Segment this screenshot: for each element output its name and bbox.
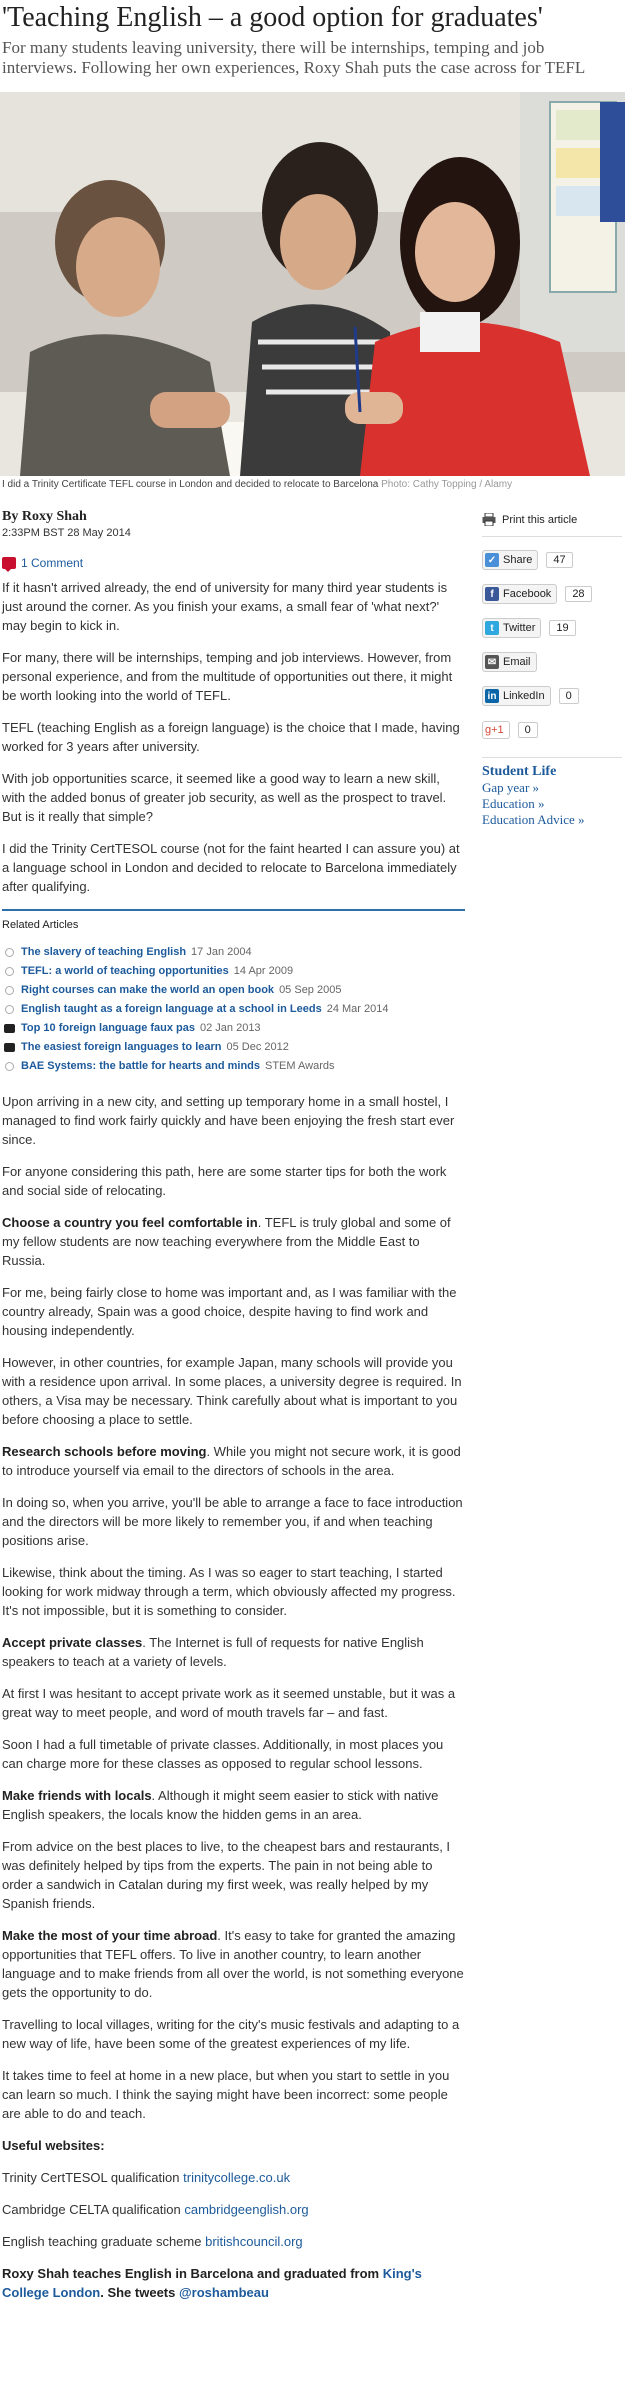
tip-text: . It's easy to take for granted the amazing opportunities that TEFL offers. To live in another country, to learn another language and to make friends from all over the world, is not something everyone gets the opportunity to do. <box>2 1928 464 2000</box>
video-icon <box>4 1024 15 1033</box>
related-date: STEM Awards <box>265 1060 335 1072</box>
comments-link[interactable] <box>2 556 83 570</box>
related-date: 05 Dec 2012 <box>226 1041 289 1053</box>
related-item[interactable] <box>2 943 465 962</box>
facebook-button[interactable] <box>482 584 557 604</box>
share-row <box>482 549 622 571</box>
related-articles <box>2 909 465 1076</box>
paragraph: It takes time to feel at home in a new place, but when you start to settle in you can learn so much. I think the saying might have been incorrect: some people are able to do and teach. <box>2 2068 450 2121</box>
tip-text: . While you might not secure work, it is good to introduce yourself via email to the directors of schools in the area. <box>2 1444 461 1478</box>
tip-heading: Research schools before moving <box>2 1444 207 1459</box>
twitter-icon: t <box>485 621 499 635</box>
linkedin-button[interactable] <box>482 686 551 706</box>
related-date: 24 Mar 2014 <box>326 1003 389 1015</box>
paragraph: For many, there will be internships, temping and job interviews. However, from personal experience, and from the multitude of opportunities out there, it might be worth looking into the world of TEFL. <box>2 650 453 703</box>
section-title[interactable]: Student Life <box>482 764 557 779</box>
paragraph: For anyone considering this path, here are some starter tips for both the work and social side of relocating. <box>2 1164 447 1198</box>
paragraph: For me, being fairly close to home was important and, as I was familiar with the country already, Spain was a good choice, despite having to find work and housing independently. <box>2 1285 457 1338</box>
paragraph: However, in other countries, for example Japan, many schools will provide you with a residence upon arrival. In some places, a university degree is required. In others, a Visa may be necessary. Think carefully about what is important to you before choosing a place to settle. <box>2 1355 462 1427</box>
paragraph: I did the Trinity CertTESOL course (not for the faint hearted I can assure you) at a language school in London and decided to relocate to Barcelona immediately after qualifying. <box>2 841 460 894</box>
website-label: Trinity CertTESOL qualification <box>2 2170 180 2185</box>
section-link[interactable]: Education » <box>482 796 545 811</box>
video-icon <box>4 1043 15 1052</box>
related-date: 14 Apr 2009 <box>233 965 294 977</box>
gplus-count: 0 <box>518 722 538 738</box>
print-label[interactable]: Print this article <box>502 513 578 526</box>
college-link[interactable]: King's College London <box>2 2266 422 2300</box>
print-article[interactable] <box>482 510 622 537</box>
related-item[interactable] <box>2 1000 465 1019</box>
article-bullet-icon <box>5 1005 14 1014</box>
photo-caption <box>2 479 622 490</box>
email-button[interactable] <box>482 652 537 672</box>
facebook-count: 28 <box>565 586 591 602</box>
facebook-icon: f <box>485 587 499 601</box>
related-item[interactable] <box>2 1019 465 1038</box>
headline: 'Teaching English – a good option for graduates' <box>2 2 543 33</box>
section-link[interactable]: Gap year » <box>482 780 540 795</box>
comments-count[interactable]: 1 Comment <box>21 556 84 570</box>
website-link[interactable]: britishcouncil.org <box>205 2234 303 2249</box>
linkedin-icon: in <box>485 689 499 703</box>
related-articles-title: Related Articles <box>2 919 79 931</box>
article-bullet-icon <box>5 986 14 995</box>
facebook-label: Facebook <box>503 588 552 600</box>
gplus-button[interactable] <box>482 721 510 739</box>
bio-text: . She tweets <box>100 2285 179 2300</box>
bio-text: Roxy Shah teaches English in Barcelona and graduated from <box>2 2266 383 2281</box>
linkedin-row <box>482 685 622 707</box>
gplus-row <box>482 719 622 741</box>
paragraph: Upon arriving in a new city, and setting up temporary home in a small hostel, I managed to find work fairly quickly and have been enjoying the fresh start ever since. <box>2 1094 455 1147</box>
standfirst: For many students leaving university, there will be internships, temping and job interviews. Following her own experiences, Roxy Shah puts the case across for TEFL <box>2 38 586 77</box>
related-item[interactable] <box>2 962 465 981</box>
tip-text: . The Internet is full of requests for native English speakers to teach at a variety of levels. <box>2 1635 424 1669</box>
section-links <box>482 764 622 828</box>
twitter-count: 19 <box>549 620 575 636</box>
related-link[interactable]: Top 10 foreign language faux pas <box>21 1022 195 1034</box>
website-label: English teaching graduate scheme <box>2 2234 202 2249</box>
article-body <box>2 578 465 2315</box>
paragraph <box>2 1633 465 1671</box>
paragraph: Travelling to local villages, writing for the city's music festivals and adapting to a new way of life, have been some of the greatest experiences of my life. <box>2 2017 460 2051</box>
twitter-label: Twitter <box>503 622 536 634</box>
photo-credit: Photo: Cathy Topping / Alamy <box>381 479 513 490</box>
lead-photo <box>0 92 625 476</box>
share-button[interactable] <box>482 550 538 570</box>
paragraph <box>2 2232 465 2251</box>
website-link[interactable]: trinitycollege.co.uk <box>183 2170 291 2185</box>
useful-websites-heading: Useful websites: <box>2 2138 105 2153</box>
twitter-button[interactable] <box>482 618 541 638</box>
related-link[interactable]: The easiest foreign languages to learn <box>21 1041 222 1053</box>
related-item[interactable] <box>2 1038 465 1057</box>
paragraph: Soon I had a full timetable of private classes. Additionally, in most places you can charge more for these classes as opposed to regular school lessons. <box>2 1737 444 1771</box>
tip-text: . TEFL is truly global and some of my fellow students are now teaching everywhere from the Middle East to Russia. <box>2 1215 451 1268</box>
paragraph <box>2 1786 465 1824</box>
paragraph: From advice on the best places to live, to the cheapest bars and restaurants, I was definitely helped by tips from the experts. The pain in not being able to order a sandwich in Catalan during my first week, was really helped by my Spanish friends. <box>2 1839 451 1911</box>
sidebar <box>482 510 622 828</box>
related-link[interactable]: TEFL: a world of teaching opportunities <box>21 965 229 977</box>
caption-text: I did a Trinity Certificate TEFL course in London and decided to relocate to Barcelona <box>2 479 379 490</box>
share-icon: ✓ <box>485 553 499 567</box>
tip-heading: Choose a country you feel comfortable in <box>2 1215 258 1230</box>
related-item[interactable] <box>2 1057 465 1076</box>
tip-text: . Although it might seem easier to stick with native English speakers, the locals know the hidden gems in an area. <box>2 1788 439 1822</box>
email-label: Email <box>503 656 531 668</box>
facebook-row <box>482 583 622 605</box>
related-date: 05 Sep 2005 <box>279 984 342 996</box>
linkedin-count: 0 <box>559 688 579 704</box>
paragraph: TEFL (teaching English as a foreign language) is the choice that I made, having worked for 3 years after university. <box>2 720 460 754</box>
author-bio <box>2 2264 465 2302</box>
paragraph: With job opportunities scarce, it seemed like a good way to learn a new skill, with the added bonus of greater job security, as well as the prospect to travel. But is it really that simple? <box>2 771 447 824</box>
article-bullet-icon <box>5 1062 14 1071</box>
twitter-row <box>482 617 622 639</box>
classroom-photo <box>0 92 625 476</box>
envelope-icon: ✉ <box>485 655 499 669</box>
printer-icon <box>482 513 496 526</box>
paragraph <box>2 1442 465 1480</box>
paragraph <box>2 2168 465 2187</box>
paragraph: If it hasn't arrived already, the end of university for many third year students is just around the corner. As you finish your exams, a small fear of 'what next?' may begin to kick in. <box>2 580 448 633</box>
website-link[interactable]: cambridgeenglish.org <box>184 2202 309 2217</box>
paragraph: In doing so, when you arrive, you'll be able to arrange a face to face introduction and the directors will be more likely to remember you, if and when teaching positions arise. <box>2 1495 463 1548</box>
tip-heading: Make friends with locals <box>2 1788 152 1803</box>
share-label: Share <box>503 554 533 566</box>
share-count: 47 <box>546 552 572 568</box>
article-bullet-icon <box>5 967 14 976</box>
paragraph <box>2 2136 465 2155</box>
related-link[interactable]: Right courses can make the world an open book <box>21 984 275 996</box>
sidebar-divider <box>482 757 622 758</box>
related-link[interactable]: The slavery of teaching English <box>21 946 187 958</box>
twitter-handle-link[interactable]: @roshambeau <box>178 2285 269 2300</box>
paragraph <box>2 1213 465 1270</box>
related-link[interactable]: English taught as a foreign language at a school in Leeds <box>21 1003 322 1015</box>
website-label: Cambridge CELTA qualification <box>2 2202 181 2217</box>
related-link[interactable]: BAE Systems: the battle for hearts and minds <box>21 1060 260 1072</box>
tip-heading: Make the most of your time abroad <box>2 1928 218 1943</box>
related-date: 02 Jan 2013 <box>200 1022 261 1034</box>
tip-heading: Accept private classes <box>2 1635 143 1650</box>
email-row <box>482 651 622 673</box>
linkedin-label: LinkedIn <box>503 690 545 702</box>
dateline: 2:33PM BST 28 May 2014 <box>2 527 131 539</box>
related-date: 17 Jan 2004 <box>191 946 252 958</box>
comment-icon <box>2 557 16 569</box>
paragraph <box>2 2200 465 2219</box>
paragraph: Likewise, think about the timing. As I was so eager to start teaching, I started looking for work midway through a term, which obviously affected my progress. It's not impossible, but it is something to consider. <box>2 1565 456 1618</box>
article-bullet-icon <box>5 948 14 957</box>
byline[interactable]: By Roxy Shah <box>2 509 87 524</box>
paragraph <box>2 1926 465 2002</box>
section-link[interactable]: Education Advice » <box>482 812 585 827</box>
gplus-label: g+1 <box>485 724 504 736</box>
related-item[interactable] <box>2 981 465 1000</box>
paragraph: At first I was hesitant to accept private work as it seemed unstable, but it was a great way to meet people, and word of mouth travels far – and fast. <box>2 1686 456 1720</box>
